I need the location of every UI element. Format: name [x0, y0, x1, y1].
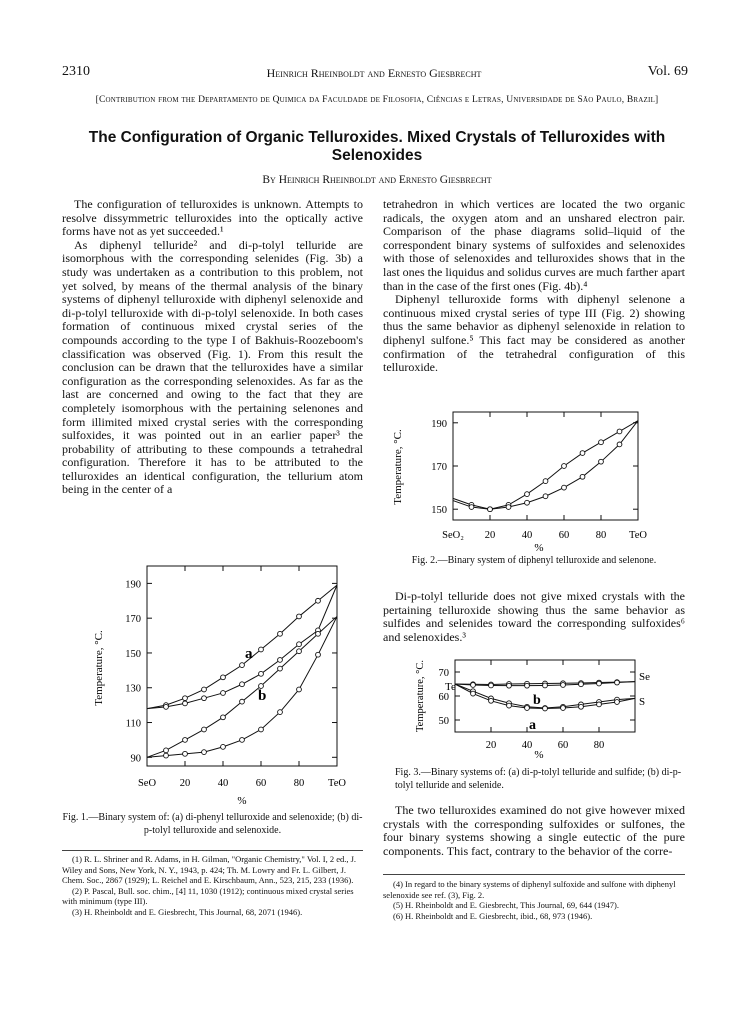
data-point	[615, 680, 620, 685]
data-point	[240, 663, 245, 668]
data-point	[525, 683, 530, 688]
y-tick-label: 150	[125, 648, 141, 660]
data-point	[580, 451, 585, 456]
data-point	[278, 631, 283, 636]
data-point	[221, 691, 226, 696]
data-point	[240, 699, 245, 704]
data-point	[297, 649, 302, 654]
data-point	[562, 464, 567, 469]
data-point	[259, 671, 264, 676]
data-point	[543, 683, 548, 688]
fig2-ylabel: Temperature, °C.	[392, 429, 404, 505]
footnotes-left	[62, 854, 363, 918]
y-tick-label: 90	[130, 753, 141, 765]
data-point	[297, 642, 302, 647]
x-tick-label: 20	[179, 778, 191, 789]
fig3-label-te: Te	[445, 681, 456, 693]
data-point	[543, 479, 548, 484]
x-tick-label: 80	[293, 778, 305, 789]
footnote: (1) R. L. Shriner and R. Adams, in H. Gilman, "Organic Chemistry," Vol. I, 2 ed., J. Wiley and Sons, New York, N. Y., 1943, p. 424; Th. M. Lowry and Fr. L. Gilbert, J. Chem. Soc., 2867 (1929); L. Reichel and E. Kirschbaum, Ann., 523, 215, 233 (1936).	[62, 854, 357, 886]
footnote: (2) P. Pascal, Bull. soc. chim., [4] 11, 1030 (1912); continuous mixed crystal series with minimum (type III).	[62, 885, 354, 907]
data-point	[507, 703, 512, 708]
fig1-ticks	[125, 566, 346, 789]
data-point	[183, 701, 188, 706]
data-point	[278, 666, 283, 671]
paragraph: Diphenyl telluroxide forms with diphenyl selenone a continuous mixed crystal series of type III (Fig. 2) showing thus the same behavior as diphenyl selenoxide in relation to diphenyl sulfone.⁵ This fact may be considered as another confirmation of the tetrahedral configuration of this telluroxide.	[383, 292, 685, 375]
fig3-frame	[455, 660, 635, 732]
x-tick-label: SeO₂	[442, 530, 464, 541]
data-point	[240, 738, 245, 743]
data-point	[543, 494, 548, 499]
data-point	[471, 683, 476, 688]
data-point	[202, 687, 207, 692]
data-point	[579, 704, 584, 709]
data-point	[615, 700, 620, 705]
data-point	[506, 505, 511, 510]
page-number: 2310	[62, 64, 90, 79]
data-point	[221, 675, 226, 680]
data-point	[469, 505, 474, 510]
fig3-label-s: S	[639, 696, 646, 708]
fig1-chart	[62, 558, 363, 808]
y-tick-label: 170	[431, 462, 447, 473]
paragraph: tetrahedron in which vertices are located the two organic radicals, the oxygen atom and an unshared electron pair. Comparison of the phase diagrams solid–liquid of the correspondent binary systems of sulfoxides and selenoxides with those of selenoxides and telluroxides shows that in the last ones the liquidus and solidus curves are much farther apart than in the case of the first ones (Fig. 4b).⁴	[383, 197, 685, 293]
data-point	[221, 715, 226, 720]
y-tick-label: 170	[125, 614, 141, 626]
data-point	[259, 727, 264, 732]
x-tick-label: 80	[595, 530, 607, 541]
data-point	[579, 682, 584, 687]
data-point	[525, 706, 530, 711]
running-header: Heinrich Rheinboldt and Ernesto Giesbrecht	[266, 66, 482, 80]
fig2-xlabel: %	[534, 542, 544, 554]
footnotes-right	[383, 879, 685, 921]
data-point	[164, 748, 169, 753]
data-point	[561, 706, 566, 711]
x-tick-label: 60	[558, 530, 570, 541]
y-tick-label: 50	[438, 716, 449, 727]
footnote-rule-right	[383, 874, 685, 875]
byline: By Heinrich Rheinboldt and Ernesto Giesbrecht	[262, 174, 492, 186]
fig1-xlabel: %	[237, 795, 247, 807]
data-point	[525, 500, 530, 505]
x-tick-label: 60	[255, 778, 267, 789]
series-line	[147, 585, 337, 708]
data-point	[164, 704, 169, 709]
data-point	[489, 698, 494, 703]
data-point	[562, 485, 567, 490]
paragraph: As diphenyl telluride² and di-p-tolyl telluride are isomorphous with the corresponding selenides (Fig. 3b) a study was undertaken as a contribution to this problem, not yet solved, by means of the thermal analysis of the binary systems of diphenyl telluroxide with diphenyl selenoxide and di-p-tolyl telluroxide with di-p-tolyl selenoxide. In both cases formation of continuous mixed crystal series of the compounds according to the type I of Bakhuis-Roozeboom's classification was observed (Fig. 1). From this result the conclusion can be drawn that the telluroxides have a similar configuration as the corresponding selenoxides. As far as the last are concerned and owing to the fact that they are completely isomorphous with the pertaining selenones and form illimited mixed crystal series with the corresponding sulfoxides, it was pointed out in an earlier paper³ the probability of attributing to these compounds a tetrahedral configuration. Therefore it has to be attributed to the telluroxides an identical configuration, the tellurium atom being in the center of a	[62, 237, 363, 497]
data-point	[617, 429, 622, 434]
data-point	[471, 691, 476, 696]
final-paragraph	[383, 804, 685, 858]
footnote: (4) In regard to the binary systems of diphenyl sulfoxide and sulfone with diphenyl selenoxide see ref. (3), Fig. 2.	[383, 879, 676, 900]
data-point	[183, 751, 188, 756]
series-line	[147, 585, 337, 708]
article-title: The Configuration of Organic Telluroxides. Mixed Crystals of Telluroxides with Selenoxides	[88, 129, 666, 164]
data-point	[525, 492, 530, 497]
data-point	[278, 658, 283, 663]
data-point	[599, 459, 604, 464]
data-point	[183, 696, 188, 701]
x-tick-label: SeO	[137, 778, 157, 789]
footnote-rule-left	[62, 850, 363, 851]
fig1-label-b: b	[258, 688, 267, 704]
fig3-label-b: b	[533, 693, 541, 708]
fig2-caption: Fig. 2.—Binary system of diphenyl telluroxide and selenone.	[411, 555, 657, 566]
x-tick-label: 40	[521, 530, 533, 541]
paragraph: Di-p-tolyl telluride does not give mixed crystals with the pertaining telluroxide showing thus the same behavior as sulfides and selenides toward the corresponding sulfoxides⁶ and selenoxides.³	[383, 589, 685, 644]
data-point	[202, 727, 207, 732]
footnote: (3) H. Rheinboldt and E. Giesbrecht, This Journal, 68, 2071 (1946).	[72, 906, 303, 917]
fig2-frame	[453, 412, 638, 520]
left-column-text	[62, 198, 363, 497]
fig2-ticks	[431, 412, 647, 541]
data-point	[240, 682, 245, 687]
data-point	[297, 687, 302, 692]
x-tick-label: 60	[557, 740, 569, 751]
data-point	[164, 753, 169, 758]
fig3-chart	[383, 652, 685, 762]
fig3-label-a: a	[529, 718, 536, 733]
data-point	[183, 738, 188, 743]
x-tick-label: 20	[484, 530, 496, 541]
y-tick-label: 190	[125, 579, 141, 591]
fig3-xlabel: %	[534, 749, 544, 761]
y-tick-label: 60	[438, 692, 449, 703]
data-point	[316, 598, 321, 603]
fig1-ylabel: Temperature, °C.	[93, 630, 105, 706]
data-point	[599, 440, 604, 445]
data-point	[507, 683, 512, 688]
footnote: (6) H. Rheinboldt and E. Giesbrecht, ibid., 68, 973 (1946).	[393, 910, 593, 921]
fig3-plot	[455, 680, 635, 711]
y-tick-label: 130	[125, 683, 141, 695]
right-column-text	[383, 198, 685, 375]
fig3-caption: Fig. 3.—Binary systems of: (a) di-p-tolyl telluride and sulfide; (b) di-p-tolyl telluride and selenide.	[395, 767, 682, 791]
x-tick-label: TeO	[328, 778, 346, 789]
paragraph: The configuration of telluroxides is unknown. Attempts to resolve dissymmetric telluroxides into the optically active forms have not as yet succeeded.¹	[62, 197, 363, 239]
fig3-ylabel: Temperature, °C.	[415, 660, 426, 732]
data-point	[597, 702, 602, 707]
fig3-label-se: Se	[639, 671, 650, 683]
x-tick-label: 20	[485, 740, 497, 751]
x-tick-label: TeO	[629, 530, 647, 541]
data-point	[278, 710, 283, 715]
y-tick-label: 190	[431, 418, 447, 430]
y-tick-label: 110	[125, 718, 141, 730]
data-point	[316, 631, 321, 636]
fig1-caption: Fig. 1.—Binary system of: (a) di-phenyl telluroxide and selenoxide; (b) di-p-tolyl telluroxide and selenoxide.	[62, 812, 363, 836]
data-point	[561, 683, 566, 688]
data-point	[259, 647, 264, 652]
data-point	[221, 744, 226, 749]
y-tick-label: 70	[438, 668, 449, 679]
fig1-plot	[147, 585, 337, 758]
x-tick-label: 40	[521, 740, 533, 751]
y-tick-label: 150	[431, 505, 447, 517]
middle-paragraph	[383, 590, 685, 644]
data-point	[617, 442, 622, 447]
data-point	[488, 507, 493, 512]
fig2-plot	[453, 421, 638, 512]
data-point	[597, 681, 602, 686]
fig1-label-a: a	[245, 646, 253, 662]
data-point	[316, 652, 321, 657]
x-tick-label: 80	[593, 740, 605, 751]
data-point	[489, 683, 494, 688]
data-point	[297, 614, 302, 619]
x-tick-label: 40	[217, 778, 229, 789]
data-point	[543, 706, 548, 711]
volume-number: Vol. 69	[647, 64, 688, 79]
contribution-note: [Contribution from the Departamento de Quimica da Faculdade de Filosofia, Ciências e Letras, Universidade de São Paulo, Brazil]	[95, 95, 659, 105]
data-point	[202, 696, 207, 701]
paragraph: The two telluroxides examined do not give however mixed crystals with the corresponding sulfoxides or sulfones, the four binary systems showing a single eutectic of the pure components. This fact, contrary to the behavior of the corre-	[383, 803, 685, 858]
fig2-chart	[383, 407, 685, 555]
data-point	[202, 750, 207, 755]
footnote: (5) H. Rheinboldt and E. Giesbrecht, This Journal, 69, 644 (1947).	[393, 900, 620, 911]
data-point	[580, 474, 585, 479]
